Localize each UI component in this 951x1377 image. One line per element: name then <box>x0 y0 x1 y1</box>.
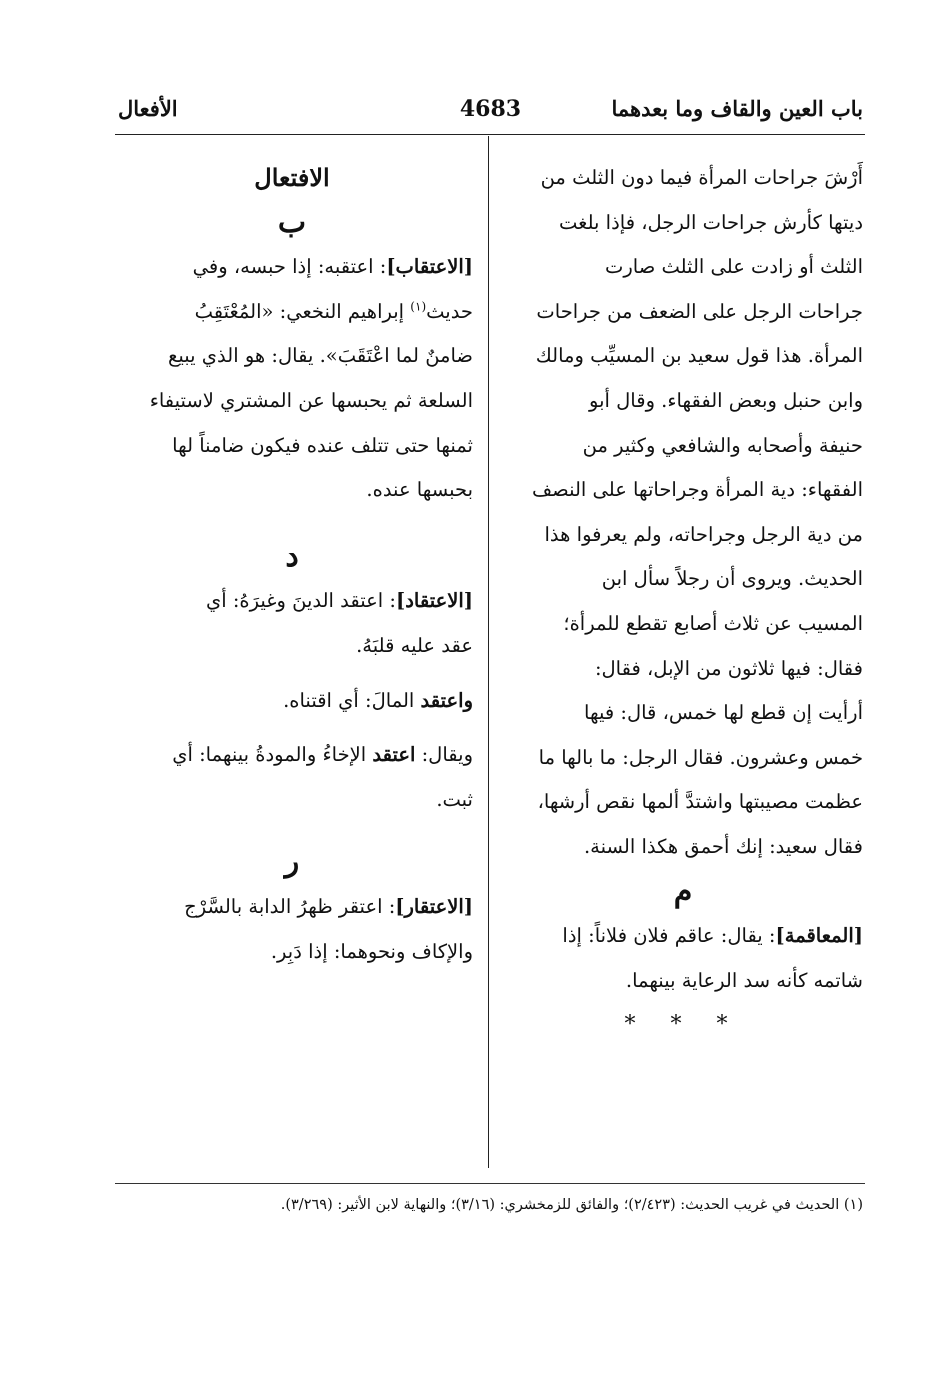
letter-heading-dal: د <box>285 538 299 574</box>
entry-itiqad <box>111 579 473 624</box>
letter-heading-ba: ب <box>277 204 307 240</box>
left-column <box>111 156 473 974</box>
right-column <box>503 156 863 1048</box>
text-line: ثبت. <box>436 787 473 811</box>
column-divider <box>488 136 489 1168</box>
text-line: شاتمه كأنه سد الرعاية بينهما. <box>625 968 863 992</box>
text-line: الثلث أو زادت على الثلث صارت <box>604 255 863 279</box>
entry-term: [المعاقمة] <box>775 924 863 948</box>
text-line: عقد عليه قلبَهُ. <box>356 633 473 657</box>
page-number: 4683 <box>459 96 522 122</box>
header-rule <box>115 134 865 135</box>
text-line: الحديث. ويروى أن رجلاً سأل ابن <box>601 567 863 591</box>
text-line: وابن حنبل وبعض الفقهاء. وقال أبو <box>589 388 863 412</box>
text-line: فقال سعيد: إنك أحمق هكذا السنة. <box>583 834 863 858</box>
page-header <box>118 96 863 136</box>
text-line: خمس وعشرون. فقال الرجل: ما بالها ما <box>538 745 863 769</box>
text-line: ثمنها حتى تتلف عنده فيكون ضامناً لها <box>172 433 473 457</box>
text-line <box>111 290 473 335</box>
entry-itiqad-mal <box>111 679 473 724</box>
text-line: حنيفة وأصحابه والشافعي وكثير من <box>582 433 863 457</box>
entry-term: [الاعتقار] <box>395 894 473 918</box>
text-line: أرأيت إن قطع لها خمس، قال: فيها <box>584 701 863 725</box>
text-line: بحبسها عنده. <box>366 478 473 502</box>
entry-text: الإخاءُ والمودةُ بينهما: أي <box>172 743 373 767</box>
footnote: (١) الحديث في غريب الحديث: (٢/٤٢٣)؛ والفائق للزمخشري: (٣/١٦)؛ والنهاية لابن الأثير: (٣/٢٦٩). <box>280 1197 863 1213</box>
entry-term: اعتقد <box>372 743 416 767</box>
entry-iqtiab <box>111 245 473 290</box>
entry-text: إبراهيم النخعي: «المُعْتَقِبُ <box>194 299 411 323</box>
text-line: ديتها كأرش جراحات الرجل، فإذا بلغت <box>559 210 863 234</box>
text-line: المسيب عن ثلاث أصابع تقطع للمرأة؛ <box>563 611 863 635</box>
section-stars: * * * <box>624 1012 742 1038</box>
entry-text: : اعتقبه: إذا حبسه، وفي <box>192 255 387 279</box>
text-line: فقال: فيها ثلاثون من الإبل، فقال: <box>594 656 863 680</box>
entry-muaqama <box>503 914 863 959</box>
text-line: ضامنٌ لما اعْتَقَبَ». يقال: هو الذي يبيع <box>168 344 473 368</box>
text-line: المرأة. هذا قول سعيد بن المسيِّب ومالك <box>535 344 863 368</box>
entry-term: [الاعتقاد] <box>395 589 473 613</box>
entry-text: : اعتقر ظهرُ الدابة بالسَّرْج <box>184 894 396 918</box>
entry-term: [الاعتقاب] <box>386 255 473 279</box>
text-line: الفقهاء: دية المرأة وجراحاتها على النصف <box>531 478 863 502</box>
letter-heading-mim: م <box>673 873 693 909</box>
entry-itiqad-ikha <box>111 733 473 778</box>
chapter-heading: الافتعال <box>254 163 330 192</box>
letter-heading-ra: ر <box>284 844 300 880</box>
entry-text: : يقال: عاقم فلان فلاناً: إذا <box>562 924 776 948</box>
text-line: والإكاف ونحوهما: إذا دَبِر. <box>270 939 473 963</box>
entry-text: المالَ: أي اقتناه. <box>283 688 421 712</box>
text-line: أَرْشَ جراحات المرأة فيما دون الثلث من <box>540 166 863 189</box>
entry-text: ويقال: <box>415 743 473 767</box>
footnote-reference: (١) <box>410 299 427 314</box>
section-title: الأفعال <box>118 96 178 121</box>
text-line: عظمت مصيبتها واشتدَّ ألمها نقص أرشها، <box>537 790 863 814</box>
text-line: جراحات الرجل على الضعف من جراحات <box>536 299 863 323</box>
chapter-title: باب العين والقاف وما بعدهما <box>611 96 863 121</box>
entry-term: واعتقد <box>420 688 473 712</box>
entry-text: حديث <box>426 299 473 323</box>
text-line: السلعة ثم يحبسها عن المشتري لاستيفاء <box>149 388 473 412</box>
entry-itiqar <box>111 885 473 930</box>
text-line: من دية الرجل وجراحاته، ولم يعرفوا هذا <box>544 522 863 546</box>
footnote-rule <box>115 1183 865 1184</box>
entry-text: : اعتقد الدينَ وغيرَهُ: أي <box>205 589 396 613</box>
